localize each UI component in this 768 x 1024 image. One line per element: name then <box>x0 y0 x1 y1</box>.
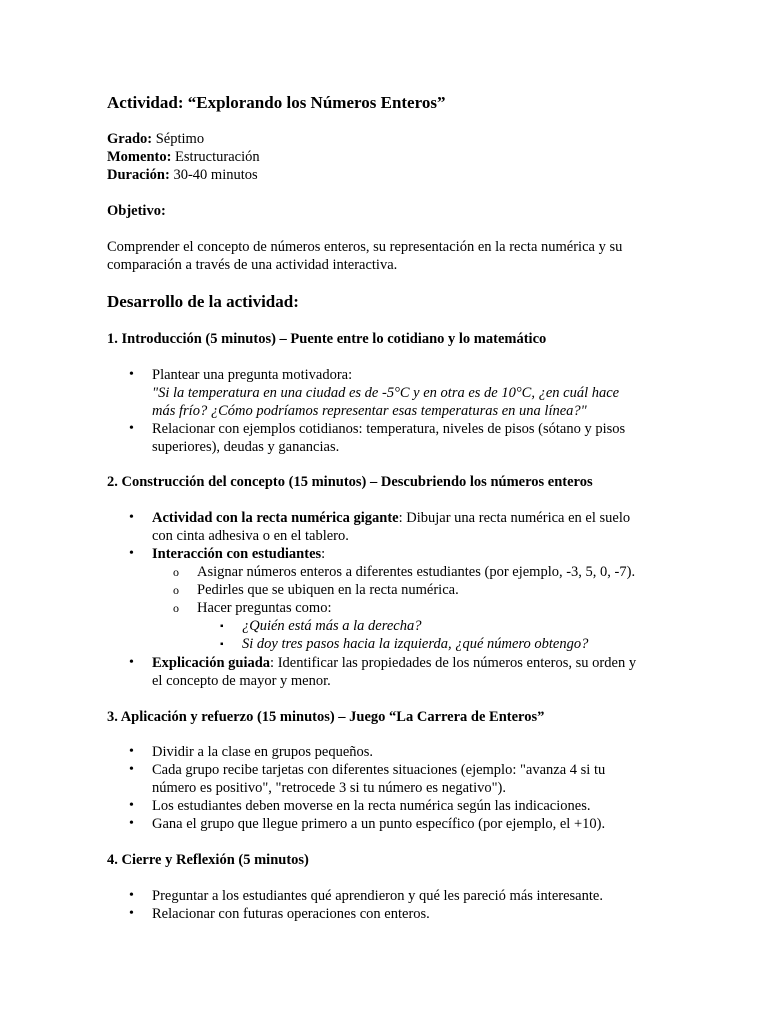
momento-value: Estructuración <box>171 149 260 165</box>
section3-item1: Dividir a la clase en grupos pequeños. <box>152 744 374 760</box>
bullet-dot: • <box>129 906 134 921</box>
section3-heading: 3. Aplicación y refuerzo (15 minutos) – Juego “La Carrera de Enteros” <box>107 709 545 725</box>
section2-heading: 2. Construcción del concepto (15 minutos) – Descubriendo los números enteros <box>107 474 593 490</box>
sub-sub-bullet-square: ▪ <box>220 639 224 650</box>
momento-line <box>107 148 260 166</box>
section2-subsub1: ¿Quién está más a la derecha? <box>242 618 422 634</box>
section4-item2: Relacionar con futuras operaciones con enteros. <box>152 906 430 922</box>
section2-sub1: Asignar números enteros a diferentes estudiantes (por ejemplo, -3, 5, 0, -7). <box>197 564 636 580</box>
section4-item1: Preguntar a los estudiantes qué aprendieron y qué les pareció más interesante. <box>152 888 603 904</box>
objetivo-text-line1: Comprender el concepto de números enteros, su representación en la recta numérica y su <box>107 239 623 255</box>
grado-line <box>107 130 204 148</box>
section2-sub2: Pedirles que se ubiquen en la recta numérica. <box>197 582 459 598</box>
grado-value: Séptimo <box>152 131 205 147</box>
section4-heading: 4. Cierre y Reflexión (5 minutos) <box>107 852 309 868</box>
objetivo-text-line2: comparación a través de una actividad interactiva. <box>107 257 398 273</box>
bullet-dot: • <box>129 744 134 759</box>
section2-sub3: Hacer preguntas como: <box>197 600 332 616</box>
sub-sub-bullet-square: ▪ <box>220 621 224 632</box>
sub-bullet-circle: o <box>173 583 179 597</box>
sub-bullet-circle: o <box>173 601 179 615</box>
momento-label: Momento: <box>107 149 172 165</box>
bullet-dot: • <box>129 798 134 813</box>
grado-label: Grado: <box>107 131 153 147</box>
section3-item2: Cada grupo recibe tarjetas con diferentes situaciones (ejemplo: "avanza 4 si tu número es positivo", "retrocede 3 si tu número es negativo"). <box>152 762 606 796</box>
page-title: Actividad: “Explorando los Números Enteros” <box>107 93 446 112</box>
bullet-dot: • <box>129 510 134 525</box>
section1-item2: Relacionar con ejemplos cotidianos: temperatura, niveles de pisos (sótano y pisos superiores), deudas y ganancias. <box>152 421 626 455</box>
bullet-dot: • <box>129 816 134 831</box>
sub-bullet-circle: o <box>173 565 179 579</box>
duracion-line <box>107 166 258 184</box>
bullet-dot: • <box>129 762 134 777</box>
bullet-dot: • <box>129 367 134 382</box>
bullet-dot: • <box>129 655 134 670</box>
bullet-dot: • <box>129 546 134 561</box>
section3-item4: Gana el grupo que llegue primero a un punto específico (por ejemplo, el +10). <box>152 816 606 832</box>
bullet-dot: • <box>129 421 134 436</box>
section2-item2: Interacción con estudiantes: <box>152 546 326 562</box>
section2-item3: Explicación guiada: Identificar las propiedades de los números enteros, su orden y el concepto de mayor y menor. <box>152 655 637 689</box>
bullet-dot: • <box>129 888 134 903</box>
section2-item1: Actividad con la recta numérica gigante: Dibujar una recta numérica en el suelo con cinta adhesiva o en el tablero. <box>152 510 631 544</box>
section1-heading: 1. Introducción (5 minutos) – Puente entre lo cotidiano y lo matemático <box>107 331 547 347</box>
duracion-value: 30-40 minutos <box>169 167 258 183</box>
desarrollo-heading: Desarrollo de la actividad: <box>107 292 299 311</box>
section2-subsub2: Si doy tres pasos hacia la izquierda, ¿qué número obtengo? <box>242 636 589 652</box>
section3-item3: Los estudiantes deben moverse en la recta numérica según las indicaciones. <box>152 798 591 814</box>
duracion-label: Duración: <box>107 167 170 183</box>
objetivo-label: Objetivo: <box>107 203 166 219</box>
section1-item1: Plantear una pregunta motivadora: "Si la temperatura en una ciudad es de -5°C y en otra es de 10°C, ¿en cuál hace más frío? ¿Cómo podríamos representar esas temperaturas en una línea?" <box>152 367 620 419</box>
